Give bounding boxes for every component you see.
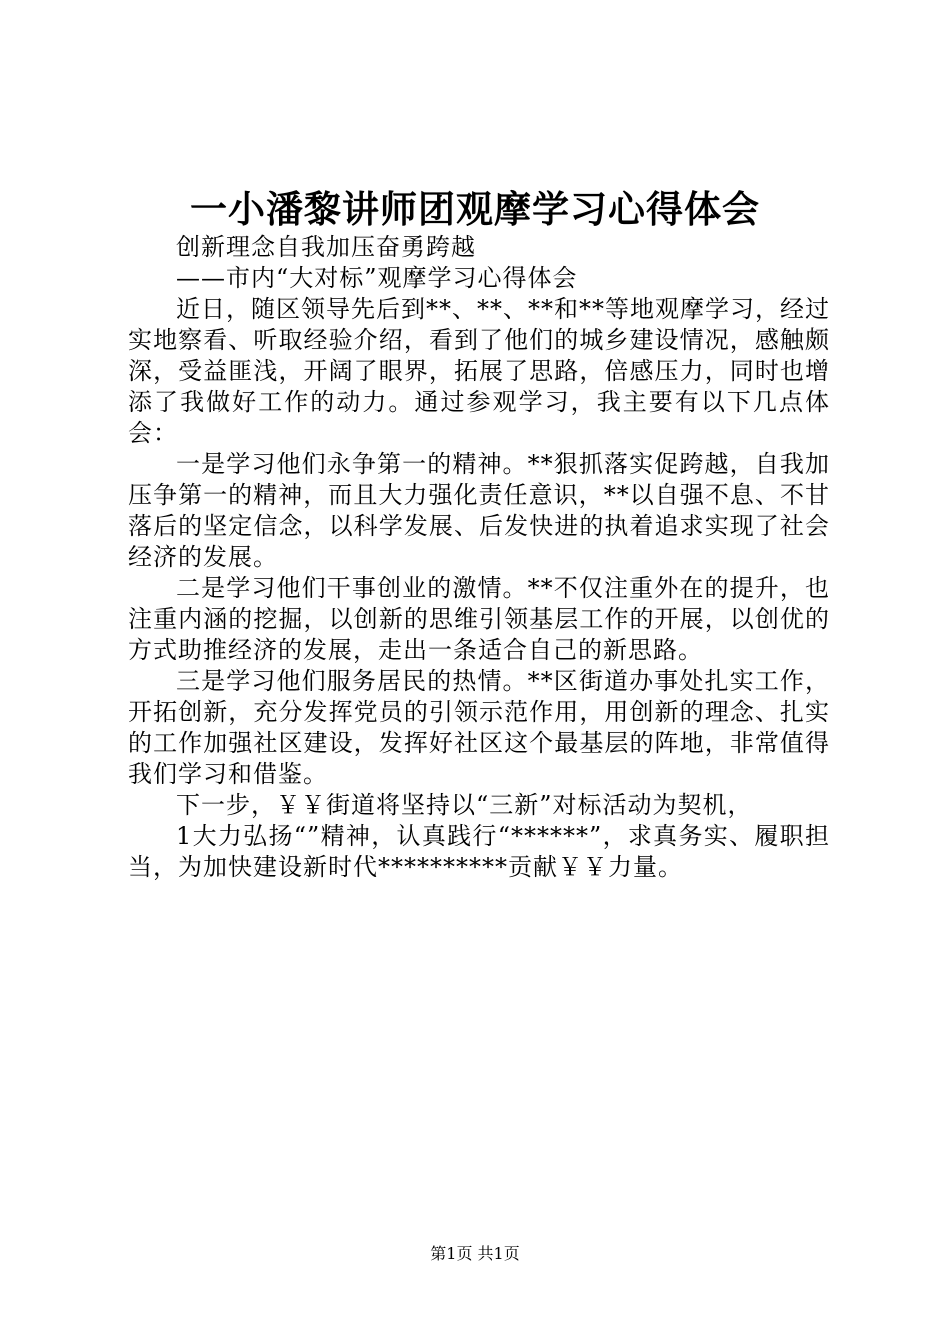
page-number-footer: 第1页 共1页: [430, 1244, 520, 1263]
document-body: [128, 232, 830, 883]
point-one-paragraph: 一是学习他们永争第一的精神。**狠抓落实促跨越，自我加压争第一的精神，而且大力强化责任意识，**以自强不息、不甘落后的坚定信念，以科学发展、后发快进的执着追求实现了社会经济的发展。: [128, 450, 830, 571]
next-step-paragraph: 下一步，￥￥街道将坚持以“三新”对标活动为契机，: [176, 791, 753, 819]
intro-paragraph: 近日，随区领导先后到**、**、**和**等地观摩学习，经过实地察看、听取经验介绍，看到了他们的城乡建设情况，感触颇深，受益匪浅，开阔了眼界，拓展了思路，倍感压力，同时也增添了我做好工作的动力。通过参观学习，我主要有以下几点体会：: [128, 295, 830, 447]
document-title: 一小潘黎讲师团观摩学习心得体会: [190, 188, 760, 231]
point-two-paragraph: 二是学习他们干事创业的激情。**不仅注重外在的提升，也注重内涵的挖掘，以创新的思维引领基层工作的开展，以创优的方式助推经济的发展，走出一条适合自己的新思路。: [128, 574, 830, 664]
point-three-paragraph: 三是学习他们服务居民的热情。**区街道办事处扎实工作，开拓创新，充分发挥党员的引领示范作用，用创新的理念、扎实的工作加强社区建设，发挥好社区这个最基层的阵地，非常值得我们学习和借鉴。: [128, 667, 830, 788]
subtitle-dash-line: ——市内“大对标”观摩学习心得体会: [176, 264, 578, 292]
subtitle-line: 创新理念自我加压奋勇跨越: [176, 233, 476, 261]
closing-paragraph: 1大力弘扬“”精神，认真践行“******”，求真务实、履职担当，为加快建设新时代**********贡献￥￥力量。: [128, 822, 830, 881]
